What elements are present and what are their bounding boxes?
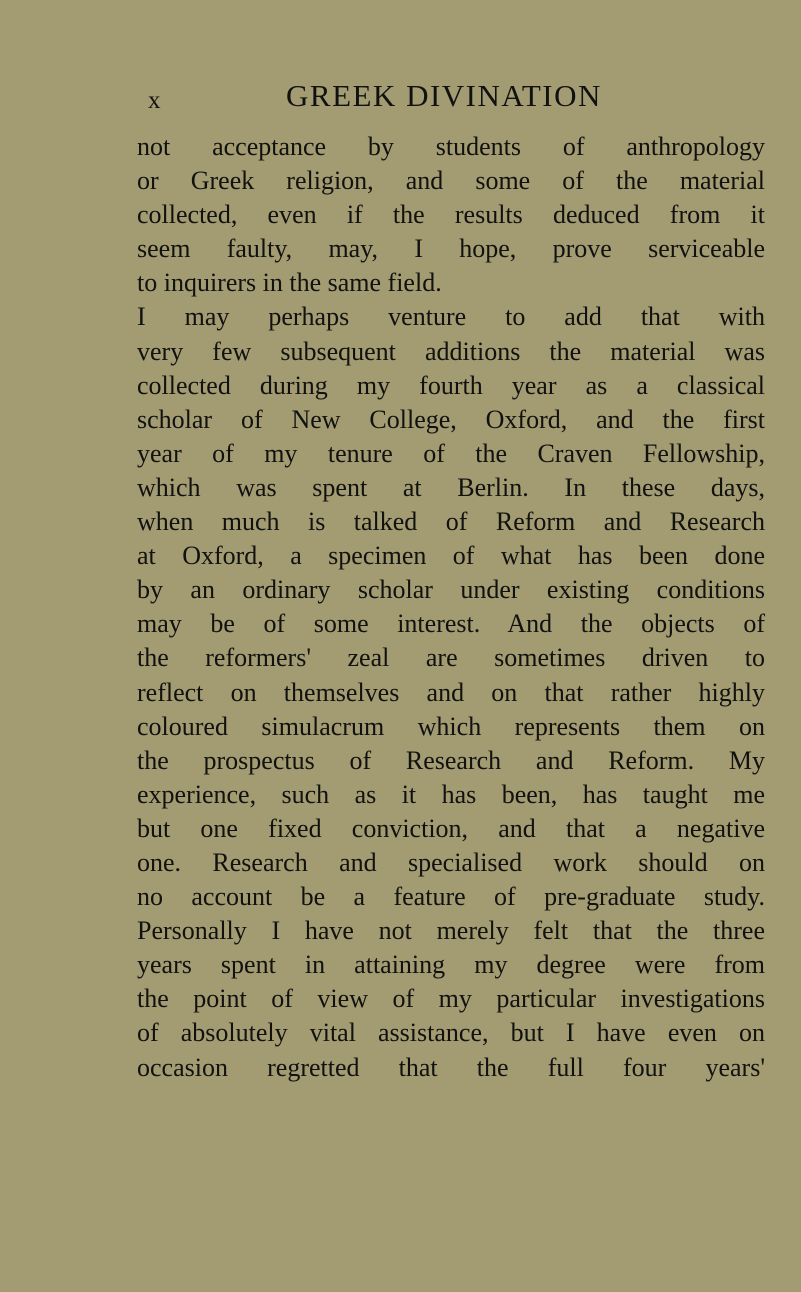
text-line: one. Research and specialised work should on [137,847,765,877]
text-line: occasion regretted that the full four years' [137,1052,765,1082]
text-line: to inquirers in the same field. [137,268,442,298]
text-line: no account be a feature of pre-graduate study. [137,882,765,912]
text-line: the point of view of my particular investigations [137,984,765,1014]
text-line: but one fixed conviction, and that a negative [137,813,765,843]
text-line: when much is talked of Reform and Research [137,507,765,537]
text-line: coloured simulacrum which represents them on [137,711,765,741]
page-number: x [148,87,161,114]
text-line: by an ordinary scholar under existing conditions [137,575,765,605]
text-line: very few subsequent additions the material was [137,336,765,366]
text-line: not acceptance by students of anthropology [137,132,765,161]
text-line: years spent in attaining my degree were from [137,950,765,980]
text-line: collected, even if the results deduced from it [137,200,765,230]
text-line: Personally I have not merely felt that the three [137,916,765,946]
text-line: experience, such as it has been, has taught me [137,779,765,809]
text-line: which was spent at Berlin. In these days, [137,472,765,502]
running-head [0,78,801,118]
text-line: or Greek religion, and some of the material [137,166,765,196]
text-line: of absolutely vital assistance, but I have even on [137,1018,765,1048]
text-line: at Oxford, a specimen of what has been done [137,541,765,571]
text-line: the prospectus of Research and Reform. My [137,745,765,775]
text-line: year of my tenure of the Craven Fellowship, [137,438,765,468]
text-line: collected during my fourth year as a classical [137,370,765,400]
text-line: scholar of New College, Oxford, and the first [137,404,765,434]
text-line: seem faulty, may, I hope, prove serviceable [137,234,765,264]
text-line: reflect on themselves and on that rather highly [137,677,765,707]
text-line: may be of some interest. And the objects of [137,609,765,639]
text-line: the reformers' zeal are sometimes driven to [137,643,765,673]
text-line: I may perhaps venture to add that with [137,302,765,332]
running-title: GREEK DIVINATION [286,78,602,113]
body-text [137,130,765,1085]
